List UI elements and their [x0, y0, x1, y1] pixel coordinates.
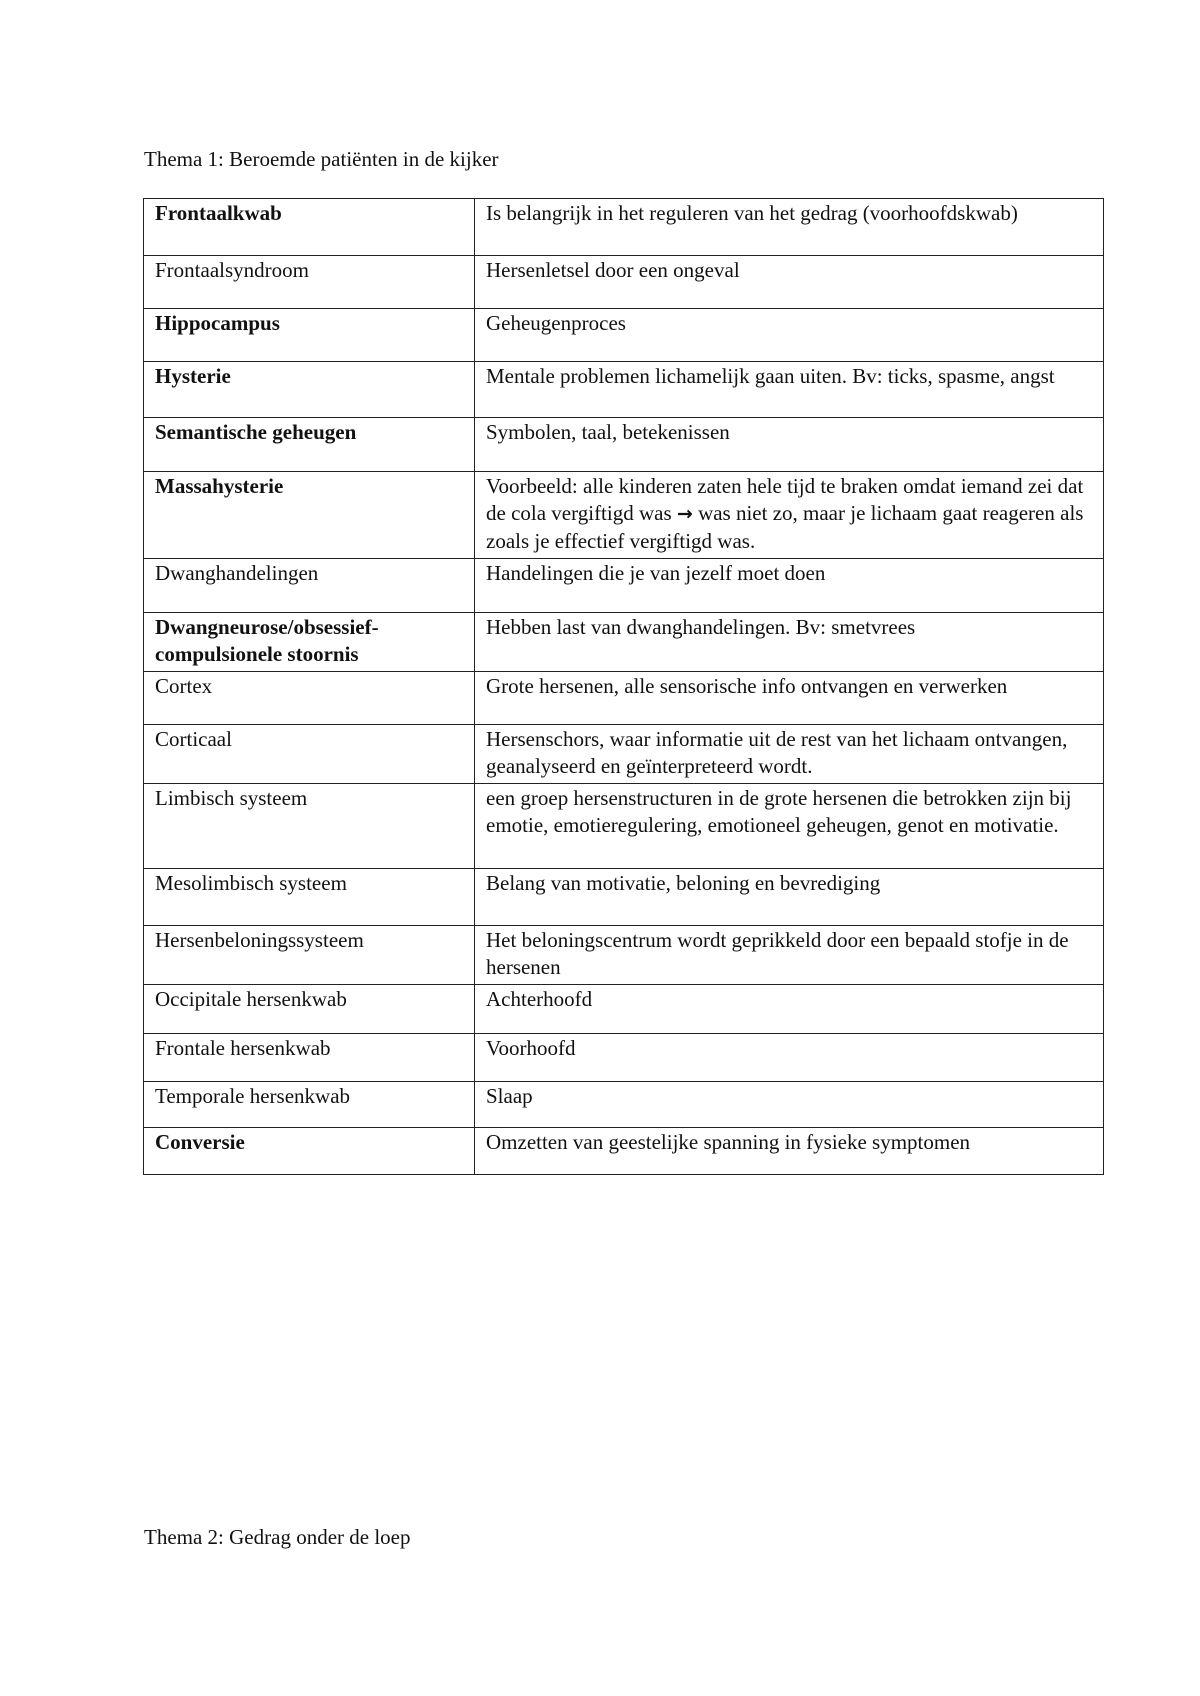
table-row — [144, 784, 1104, 869]
definition-cell: Omzetten van geestelijke spanning in fysieke symptomen — [475, 1128, 1104, 1175]
term-cell: Temporale hersenkwab — [144, 1082, 475, 1128]
table-row — [144, 1034, 1104, 1082]
table-row — [144, 256, 1104, 309]
table-row — [144, 869, 1104, 926]
term-cell: Frontaalsyndroom — [144, 256, 475, 309]
term-cell: Frontale hersenkwab — [144, 1034, 475, 1082]
definition-cell: Geheugenproces — [475, 309, 1104, 362]
definition-cell: Hersenletsel door een ongeval — [475, 256, 1104, 309]
glossary-table — [143, 198, 1104, 1175]
term-cell: Occipitale hersenkwab — [144, 985, 475, 1034]
definition-cell: Hersenschors, waar informatie uit de rest van het lichaam ontvangen, geanalyseerd en geïnterpreteerd wordt. — [475, 725, 1104, 784]
table-row — [144, 1082, 1104, 1128]
term-cell: Conversie — [144, 1128, 475, 1175]
page-heading-theme-1: Thema 1: Beroemde patiënten in de kijker — [144, 147, 499, 171]
table-row — [144, 362, 1104, 418]
definition-cell: Slaap — [475, 1082, 1104, 1128]
definition-text: Voorbeeld: alle kinderen zaten hele tijd te braken omdat iemand zei dat de cola vergiftigd was — [486, 474, 1084, 525]
definition-text: was niet zo, maar je lichaam gaat reageren als zoals je effectief vergiftigd was. — [486, 501, 1084, 553]
term-cell: Cortex — [144, 672, 475, 725]
definition-cell: Mentale problemen lichamelijk gaan uiten. Bv: ticks, spasme, angst — [475, 362, 1104, 418]
definition-cell: Grote hersenen, alle sensorische info ontvangen en verwerken — [475, 672, 1104, 725]
term-cell: Mesolimbisch systeem — [144, 869, 475, 926]
table-row — [144, 309, 1104, 362]
table-row — [144, 1128, 1104, 1175]
table-row — [144, 418, 1104, 472]
table-row — [144, 199, 1104, 256]
arrow-right-icon: → — [676, 503, 693, 525]
definition-cell: Handelingen die je van jezelf moet doen — [475, 559, 1104, 613]
definition-cell: Voorhoofd — [475, 1034, 1104, 1082]
table-row — [144, 926, 1104, 985]
table-row — [144, 472, 1104, 559]
definition-cell — [475, 472, 1104, 559]
table-row — [144, 672, 1104, 725]
table-row — [144, 725, 1104, 784]
term-cell: Massahysterie — [144, 472, 475, 559]
definition-cell: Het beloningscentrum wordt geprikkeld door een bepaald stofje in de hersenen — [475, 926, 1104, 985]
table-row — [144, 985, 1104, 1034]
term-cell: Hysterie — [144, 362, 475, 418]
definition-cell: Achterhoofd — [475, 985, 1104, 1034]
definition-cell: Is belangrijk in het reguleren van het gedrag (voorhoofdskwab) — [475, 199, 1104, 256]
definition-cell: Hebben last van dwanghandelingen. Bv: smetvrees — [475, 613, 1104, 672]
definition-cell: een groep hersenstructuren in de grote hersenen die betrokken zijn bij emotie, emotieregulering, emotioneel geheugen, genot en motivatie. — [475, 784, 1104, 869]
term-cell: Limbisch systeem — [144, 784, 475, 869]
term-cell: Frontaalkwab — [144, 199, 475, 256]
term-cell: Semantische geheugen — [144, 418, 475, 472]
term-cell: Hippocampus — [144, 309, 475, 362]
table-row — [144, 559, 1104, 613]
term-cell: Dwangneurose/obsessief-compulsionele stoornis — [144, 613, 475, 672]
definition-cell: Belang van motivatie, beloning en bevrediging — [475, 869, 1104, 926]
term-cell: Dwanghandelingen — [144, 559, 475, 613]
page-heading-theme-2: Thema 2: Gedrag onder de loep — [144, 1525, 411, 1549]
definition-cell: Symbolen, taal, betekenissen — [475, 418, 1104, 472]
table-row — [144, 613, 1104, 672]
term-cell: Hersenbeloningssysteem — [144, 926, 475, 985]
term-cell: Corticaal — [144, 725, 475, 784]
